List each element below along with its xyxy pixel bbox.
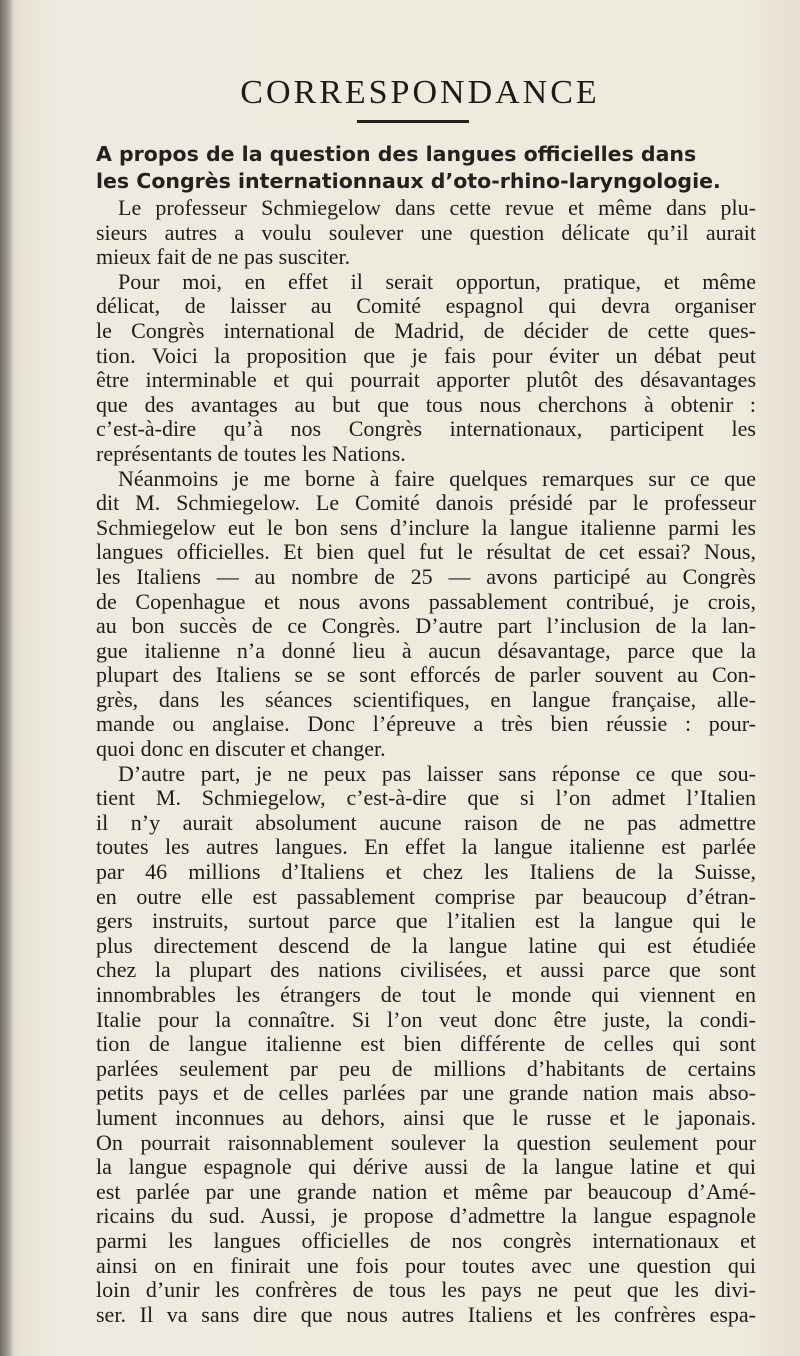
paragraph-line: innombrables les étrangers de tout le monde qui viennent en	[96, 982, 756, 1007]
article-heading-line: A propos de la question des langues officielles dans	[96, 142, 697, 166]
article-body	[96, 196, 756, 1327]
paragraph-line: gue italienne n’a donné lieu à aucun désavantage, parce que la	[96, 637, 756, 663]
paragraph-line: D’autre part, je ne peux pas laisser sans réponse ce que sou-	[118, 760, 756, 786]
paragraph-line: Schmiegelow eut le bon sens d’inclure la langue italienne parmi les	[96, 514, 756, 540]
paragraph-line: Le professeur Schmiegelow dans cette revue et même dans plu-	[118, 195, 756, 220]
paragraph-line: que des avantages au but que tous nous cherchons à obtenir :	[96, 391, 756, 417]
paragraph-line: les Italiens — au nombre de 25 — avons participé au Congrès	[96, 563, 756, 589]
paragraph-line: tion de langue italienne est bien différente de celles qui sont	[96, 1031, 756, 1057]
paragraph-line: Néanmoins je me borne à faire quelques remarques sur ce que	[118, 465, 756, 491]
article-heading	[96, 141, 756, 195]
book-spine-edge	[0, 0, 14, 1356]
paragraph-line: Italie pour la connaître. Si l’on veut donc être juste, la condi-	[96, 1006, 756, 1032]
paragraph-line: toutes les autres langues. En effet la langue italienne est parlée	[96, 834, 756, 860]
paragraph-line: sieurs autres a voulu soulever une question délicate qu’il aurait	[96, 219, 756, 245]
paragraph-line: parmi les langues officielles de nos congrès internationaux et	[96, 1227, 756, 1253]
paragraph-line: être interminable et qui pourrait apporter plutôt des désavantages	[96, 367, 756, 393]
paragraph-line: la langue espagnole qui dérive aussi de la langue latine et qui	[96, 1154, 756, 1180]
paragraph-line: le Congrès international de Madrid, de décider de cette ques-	[96, 317, 756, 343]
paragraph-line: mieux fait de ne pas susciter.	[96, 244, 351, 270]
paragraph-line: en outre elle est passablement comprise par beaucoup d’étran-	[96, 883, 756, 909]
paragraph-line: petits pays et de celles parlées par une grande nation mais abso-	[96, 1080, 756, 1106]
paragraph-line: est parlée par une grande nation et même par beaucoup d’Amé-	[96, 1178, 756, 1204]
paragraph-line: délicat, de laisser au Comité espagnol qui devra organiser	[96, 293, 756, 319]
title-underline	[357, 120, 469, 123]
paragraph-line: représentants de toutes les Nations.	[96, 440, 406, 466]
paragraph-line: Pour moi, en effet il serait opportun, pratique, et même	[118, 268, 756, 294]
paragraph-line: ser. Il va sans dire que nous autres Italiens et les confrères espa-	[96, 1301, 756, 1327]
paragraph-line: ricains du sud. Aussi, je propose d’admettre la langue espagnole	[96, 1203, 756, 1229]
paragraph-line: grès, dans les séances scientifiques, en langue française, alle-	[96, 686, 756, 712]
paragraph-line: loin d’unir les confrères de tous les pays ne peut que les divi-	[96, 1277, 756, 1303]
paragraph-line: au bon succès de ce Congrès. D’autre part l’inclusion de la lan-	[96, 613, 756, 639]
paragraph-line: chez la plupart des nations civilisées, et aussi parce que sont	[96, 957, 756, 983]
paragraph-line: ainsi on en finirait une fois pour toutes avec une question qui	[96, 1252, 756, 1278]
paragraph-line: il n’y aurait absolument aucune raison de ne pas admettre	[96, 809, 756, 835]
paragraph-line: gers instruits, surtout parce que l’italien est la langue qui le	[96, 908, 756, 934]
paragraph-line: tion. Voici la proposition que je fais pour éviter un débat peut	[96, 342, 756, 368]
article-heading-line: les Congrès internationnaux d’oto-rhino-laryngologie.	[96, 169, 721, 193]
paragraph-line: quoi donc en discuter et changer.	[96, 736, 386, 762]
section-title: CORRESPONDANCE	[240, 74, 600, 111]
paragraph-line: c’est-à-dire qu’à nos Congrès internationaux, participent les	[96, 416, 756, 442]
paragraph-line: plupart des Italiens se se sont efforcés de parler souvent au Con-	[96, 662, 756, 688]
paragraph-line: parlées seulement par peu de millions d’habitants de certains	[96, 1055, 756, 1081]
paragraph-line: par 46 millions d’Italiens et chez les Italiens de la Suisse,	[96, 859, 756, 885]
paragraph-line: plus directement descend de la langue latine qui est étudiée	[96, 932, 756, 958]
paragraph-line: dit M. Schmiegelow. Le Comité danois présidé par le professeur	[96, 490, 756, 516]
paragraph-line: tient M. Schmiegelow, c’est-à-dire que si l’on admet l’Italien	[96, 785, 756, 811]
paragraph-line: de Copenhague et nous avons passablement contribué, je crois,	[96, 588, 756, 614]
paragraph-line: mande ou anglaise. Donc l’épreuve a très bien réussie : pour-	[96, 711, 756, 737]
paragraph-line: langues officielles. Et bien quel fut le résultat de cet essai? Nous,	[96, 539, 756, 565]
paragraph-line: lument inconnues au dehors, ainsi que le russe et le japonais.	[96, 1104, 756, 1130]
paragraph-line: On pourrait raisonnablement soulever la question seulement pour	[96, 1129, 756, 1155]
